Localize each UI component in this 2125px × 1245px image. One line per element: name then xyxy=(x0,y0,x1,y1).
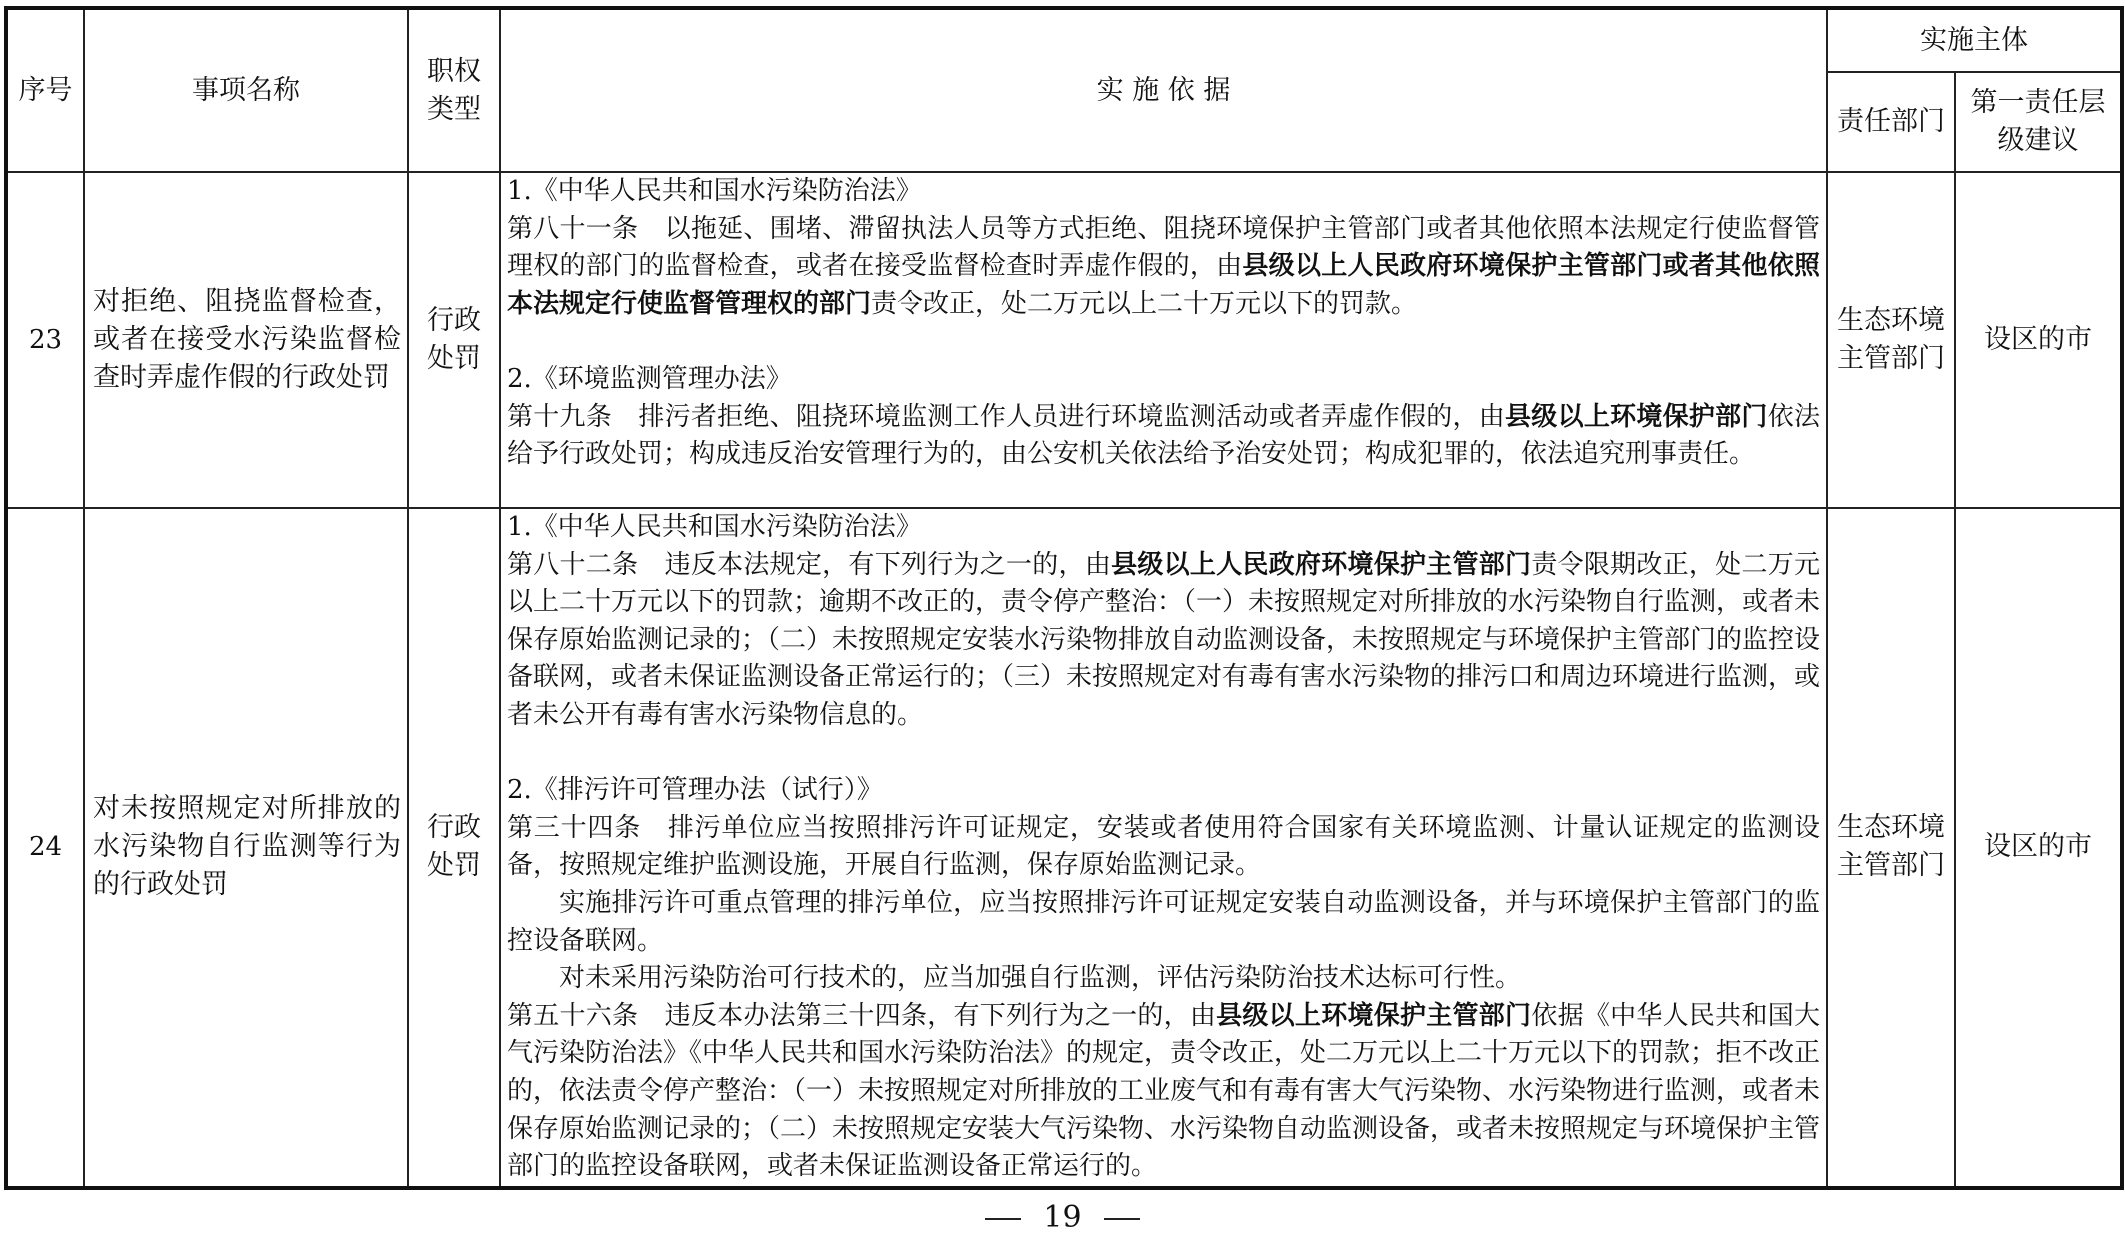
header-subject: 实施主体 xyxy=(1827,8,2122,72)
page-number: 19 xyxy=(1043,1200,1082,1235)
header-basis: 实 施 依 据 xyxy=(500,8,1827,172)
basis-law-title: 1.《中华人民共和国水污染防治法》 xyxy=(507,512,922,542)
basis-paragraph: 实施排污许可重点管理的排污单位，应当按照排污许可证规定安装自动监测设备，并与环境保护主管部门的监控设备联网。 xyxy=(507,887,1820,956)
basis-law-title: 2.《排污许可管理办法（试行）》 xyxy=(507,775,883,806)
footer-dash-left xyxy=(985,1218,1021,1220)
header-dept: 责任部门 xyxy=(1827,72,1955,172)
basis-law-title: 1.《中华人民共和国水污染防治法》 xyxy=(507,176,922,206)
header-row xyxy=(6,8,2122,72)
row-item-name: 对拒绝、阻挠监督检查，或者在接受水污染监督检查时弄虚作假的行政处罚 xyxy=(84,172,408,508)
row-type: 行政处罚 xyxy=(408,508,500,1188)
basis-law-title: 2.《环境监测管理办法》 xyxy=(507,363,792,394)
row-basis xyxy=(500,172,1827,508)
basis-article: 第八十二条 违反本法规定，有下列行为之一的，由县级以上人民政府环境保护主管部门责令限期改正，处二万元以上二十万元以下的罚款；逾期不改正的，责令停产整治：（一）未按照规定对所排放的水污染物自行监测，或者未保存原始监测记录的；（二）未按照规定安装水污染物排放自动监测设备，未按照规定与环境保护主管部门的监控设备联网，或者未保证监测设备正常运行的；（三）未按照规定对有毒有害水污染物的排污口和周边环境进行监测，或者未公开有毒有害水污染物信息的。 xyxy=(507,549,1821,730)
basis-article: 第三十四条 排污单位应当按照排污许可证规定，安装或者使用符合国家有关环境监测、计量认证规定的监测设备，按照规定维护监测设施，开展自行监测，保存原始监测记录。 xyxy=(507,812,1820,881)
basis-article: 第八十一条 以拖延、围堵、滞留执法人员等方式拒绝、阻挠环境保护主管部门或者其他依照本法规定行使监督管理权的部门的监督检查，或者在接受监督检查时弄虚作假的，由县级以上人民政府环境保护主管部门或者其他依照本法规定行使监督管理权的部门责令改正，处二万元以上二十万元以下的罚款。 xyxy=(507,213,1820,319)
basis-article: 第五十六条 违反本办法第三十四条，有下列行为之一的，由县级以上环境保护主管部门依据《中华人民共和国大气污染防治法》《中华人民共和国水污染防治法》的规定，责令改正，处二万元以上二十万元以下的罚款；拒不改正的，依法责令停产整治：（一）未按照规定对所排放的工业废气和有毒有害大气污染物、水污染物进行监测，或者未保存原始监测记录的；（二）未按照规定安装大气污染物、水污染物自动监测设备，或者未按照规定与环境保护主管部门的监控设备联网，或者未保证监测设备正常运行的。 xyxy=(507,1000,1821,1182)
row-level: 设区的市 xyxy=(1955,172,2122,508)
table-row xyxy=(6,172,2122,508)
row-item-name: 对未按照规定对所排放的水污染物自行监测等行为的行政处罚 xyxy=(84,508,408,1188)
row-dept: 生态环境主管部门 xyxy=(1827,508,1955,1188)
row-dept: 生态环境主管部门 xyxy=(1827,172,1955,508)
header-item: 事项名称 xyxy=(84,8,408,172)
row-type: 行政处罚 xyxy=(408,172,500,508)
header-seq: 序号 xyxy=(6,8,84,172)
header-type: 职权类型 xyxy=(408,8,500,172)
row-seq: 23 xyxy=(6,172,84,508)
row-basis xyxy=(500,508,1827,1188)
header-level: 第一责任层级建议 xyxy=(1955,72,2122,172)
footer-dash-right xyxy=(1104,1218,1140,1220)
document-page xyxy=(4,6,2120,1190)
basis-article: 第十九条 排污者拒绝、阻挠环境监测工作人员进行环境监测活动或者弄虚作假的，由县级以上环境保护部门依法给予行政处罚；构成违反治安管理行为的，由公安机关依法给予治安处罚；构成犯罪的，依法追究刑事责任。 xyxy=(507,401,1820,470)
table-row xyxy=(6,508,2122,1188)
row-seq: 24 xyxy=(6,508,84,1188)
row-level: 设区的市 xyxy=(1955,508,2122,1188)
basis-paragraph: 对未采用污染防治可行技术的，应当加强自行监测，评估污染防治技术达标可行性。 xyxy=(559,963,1522,994)
page-footer xyxy=(0,1200,2125,1235)
enforcement-table xyxy=(4,6,2124,1190)
